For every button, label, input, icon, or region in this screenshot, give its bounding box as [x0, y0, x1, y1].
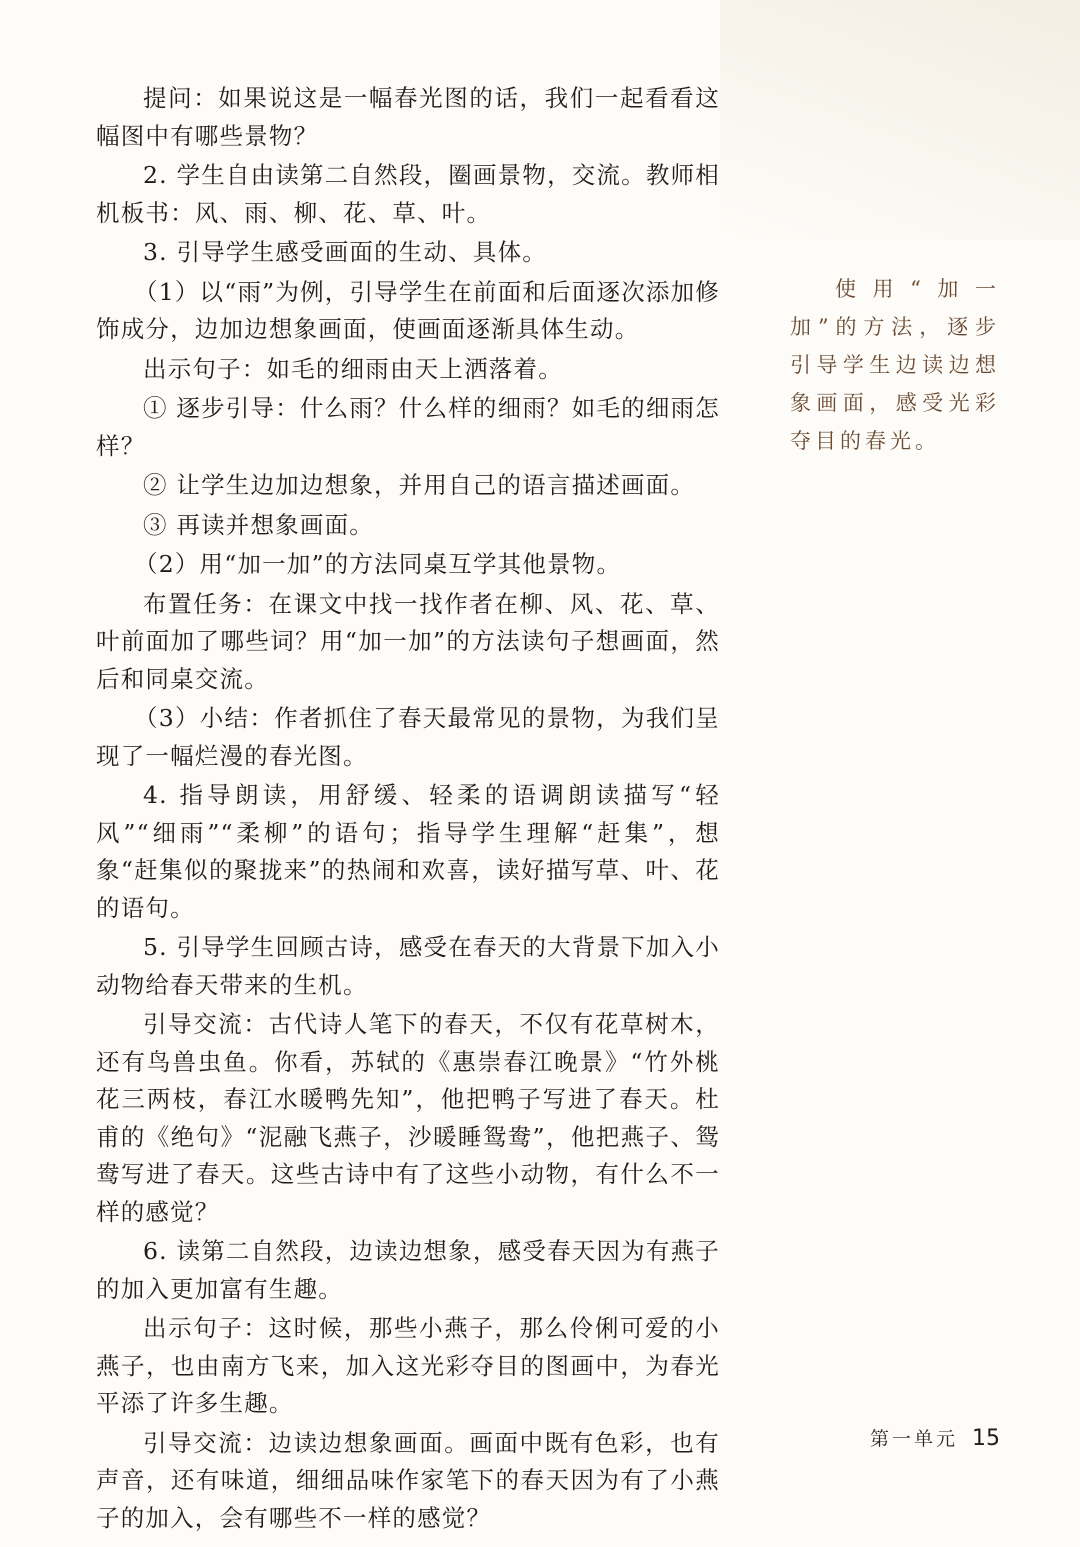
lesson-body	[96, 80, 720, 1537]
paragraph: 4. 指导朗读，用舒缓、轻柔的语调朗读描写“轻风”“细雨”“柔柳”的语句；指导学生理解“赶集”，想象“赶集似的聚拢来”的热闹和欢喜，读好描写草、叶、花的语句。	[96, 781, 720, 922]
paragraph: 出示句子：这时候，那些小燕子，那么伶俐可爱的小燕子，也由南方飞来，加入这光彩夺目的图画中，为春光平添了许多生趣。	[96, 1314, 720, 1417]
margin-note: 使用“加一加”的方法，逐步引导学生边读边想象画面，感受光彩夺目的春光。	[790, 277, 1000, 453]
paragraph: 引导交流：边读边想象画面。画面中既有色彩，也有声音，还有味道，细细品味作家笔下的春天因为有了小燕子的加入，会有哪些不一样的感觉？	[96, 1428, 720, 1532]
paragraph: 引导交流：古代诗人笔下的春天，不仅有花草树木，还有鸟兽虫鱼。你看，苏轼的《惠崇春江晚景》“竹外桃花三两枝，春江水暖鸭先知”，他把鸭子写进了春天。杜甫的《绝句》“泥融飞燕子，沙暖睡鸳鸯”，他把燕子、鸳鸯写进了春天。这些古诗中有了这些小动物，有什么不一样的感觉？	[96, 1010, 720, 1226]
unit-label: 第一单元	[869, 1428, 958, 1450]
paragraph: 3. 引导学生感受画面的生动、具体。	[143, 238, 547, 266]
page-footer	[870, 1424, 1000, 1451]
page-corner-tint	[720, 0, 1080, 240]
paragraph: 6. 读第二自然段，边读边想象，感受春天因为有燕子的加入更加富有生趣。	[96, 1237, 720, 1303]
paragraph: 布置任务：在课文中找一找作者在柳、风、花、草、叶前面加了哪些词？用“加一加”的方法读句子想画面，然后和同桌交流。	[96, 589, 720, 693]
page-number: 15	[972, 1426, 1000, 1451]
paragraph: ③ 再读并想象画面。	[143, 510, 374, 539]
paragraph: ② 让学生边加边想象，并用自己的语言描述画面。	[143, 471, 696, 499]
paragraph: 提问：如果说这是一幅春光图的话，我们一起看看这幅图中有哪些景物？	[96, 84, 720, 150]
paragraph: 出示句子：如毛的细雨由天上洒落着。	[143, 354, 563, 383]
paragraph: （2）用“加一加”的方法同桌互学其他景物。	[134, 550, 622, 578]
paragraph: 5. 引导学生回顾古诗，感受在春天的大背景下加入小动物给春天带来的生机。	[96, 933, 720, 999]
paragraph: （3）小结：作者抓住了春天最常见的景物，为我们呈现了一幅烂漫的春光图。	[96, 704, 720, 770]
paragraph: ① 逐步引导：什么雨？什么样的细雨？如毛的细雨怎样？	[96, 394, 720, 460]
paragraph: 2. 学生自由读第二自然段，圈画景物，交流。教师相机板书：风、雨、柳、花、草、叶。	[96, 161, 720, 227]
paragraph: （1）以“雨”为例，引导学生在前面和后面逐次添加修饰成分，边加边想象画面，使画面逐渐具体生动。	[96, 277, 720, 343]
